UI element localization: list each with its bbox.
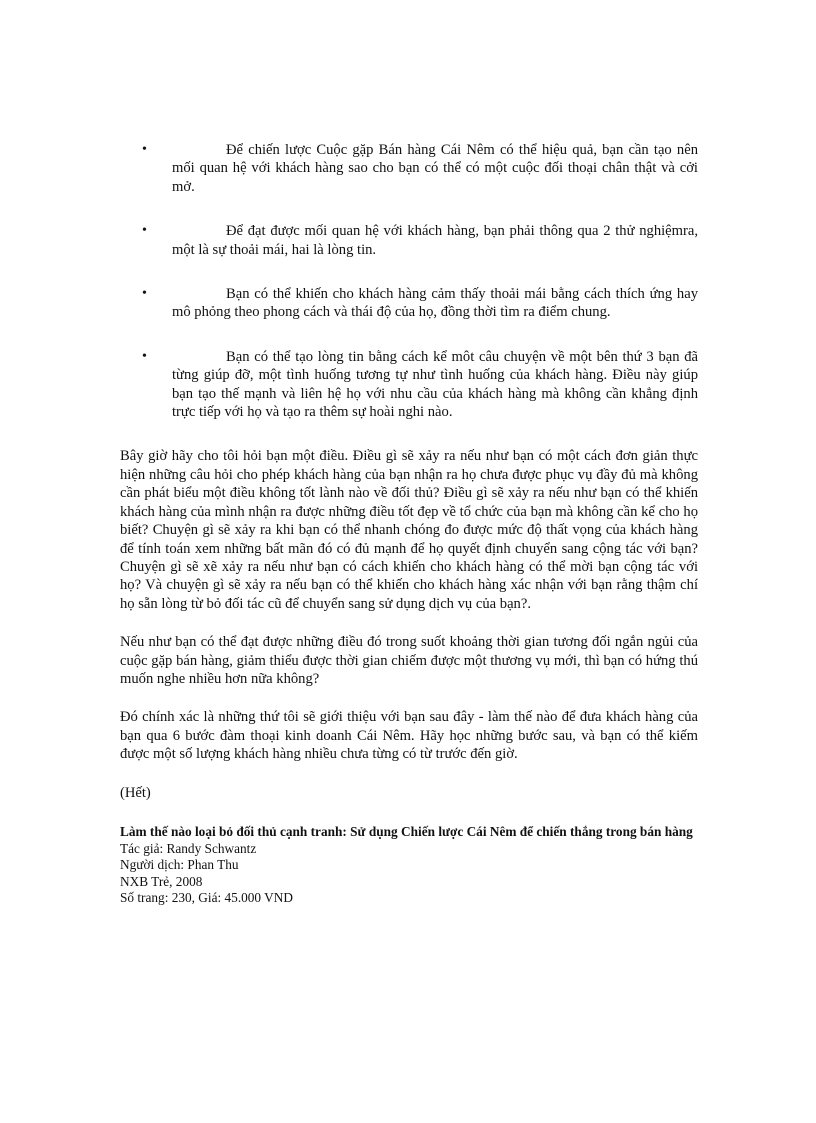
bullet-icon: •	[142, 223, 147, 239]
book-title: Làm thế nào loại bỏ đối thủ cạnh tranh: Sử dụng Chiến lược Cái Nêm để chiến thắng trong bán hàng	[120, 823, 693, 839]
body-paragraph: Bây giờ hãy cho tôi hỏi bạn một điều. Điều gì sẽ xảy ra nếu như bạn có một cách đơn giản thực hiện những câu hỏi cho phép khách hàng của bạn nhận ra họ chưa được phục vụ đầy đủ mà không cần phát biểu một điều không tốt lành nào về đối thủ? Điều gì sẽ xảy ra nếu như bạn có thể khiến khách hàng của mình nhận ra được những điều tốt đẹp về tổ chức của bạn mà không cần kể cho họ biết? Chuyện gì sẽ xảy ra khi bạn có thể nhanh chóng đo được mức độ thất vọng của khách hàng để tính toán xem những bất mãn đó có đủ mạnh để họ quyết định chuyển sang cộng tác với bạn? Chuyện gì sẽ xẽ xảy ra nếu như bạn có cách khiến cho khách hàng có thể mời bạn cộng tác với họ? Và chuyện gì sẽ xảy ra nếu bạn có thể khiến cho khách hàng xác nhận với bạn rằng thậm chí họ sẵn lòng từ bỏ đối tác cũ để chuyển sang sử dụng dịch vụ của bạn?.	[120, 448, 698, 612]
book-author: Tác giả: Randy Schwantz	[120, 840, 257, 856]
bullet-icon: •	[142, 348, 147, 364]
key-points-list	[120, 141, 698, 421]
body-paragraph: Đó chính xác là những thứ tôi sẽ giới thiệu với bạn sau đây - làm thế nào để đưa khách hàng của bạn qua 6 bước đàm thoại kinh doanh Cái Nêm. Hãy học những bước sau, và bạn có thể kiếm được một số lượng khách hàng nhiều chưa từng có từ trước đến giờ.	[120, 709, 698, 763]
bullet-icon: •	[142, 286, 147, 302]
book-publisher: NXB Trẻ, 2008	[120, 873, 203, 889]
list-item	[120, 348, 698, 422]
bullet-text: Để đạt được mối quan hệ với khách hàng, bạn phải thông qua 2 thử nghiệmra, một là sự thoải mái, hai là lòng tin.	[172, 223, 698, 258]
bullet-text: Bạn có thể khiến cho khách hàng cảm thấy thoải mái bằng cách thích ứng hay mô phỏng theo phong cách và thái độ của họ, đồng thời tìm ra điểm chung.	[172, 286, 698, 321]
document-page	[120, 141, 698, 907]
bullet-icon: •	[142, 142, 147, 157]
book-pages-price: Số trang: 230, Giá: 45.000 VND	[120, 890, 293, 906]
bullet-text: Bạn có thể tạo lòng tin bằng cách kể môt câu chuyện về một bên thứ 3 bạn đã từng giúp đỡ, một tình huống tương tự như tình huống của khách hàng. Điều này giúp bạn tạo thế mạnh và liên hệ họ với nhu cầu của khách hàng mà không cần khẳng định trực tiếp với họ và tạo ra thêm sự hoài nghi nào.	[172, 348, 698, 421]
list-item	[120, 141, 698, 196]
body-paragraph: Nếu như bạn có thể đạt được những điều đó trong suốt khoảng thời gian tương đối ngắn ngủi của cuộc gặp bán hàng, giảm thiểu được thời gian chiếm được một thương vụ mới, thì bạn có hứng thú muốn nghe nhiều hơn nữa không?	[120, 634, 698, 687]
list-item	[120, 222, 698, 259]
list-item	[120, 285, 698, 322]
bullet-text: Để chiến lược Cuộc gặp Bán hàng Cái Nêm có thể hiệu quả, bạn cần tạo nên mối quan hệ với khách hàng sao cho bạn có thể có một cuộc đối thoại chân thật và cởi mở.	[172, 142, 698, 195]
book-info	[120, 824, 698, 907]
book-translator: Người dịch: Phan Thu	[120, 857, 239, 873]
end-mark: (Hết)	[120, 784, 151, 801]
